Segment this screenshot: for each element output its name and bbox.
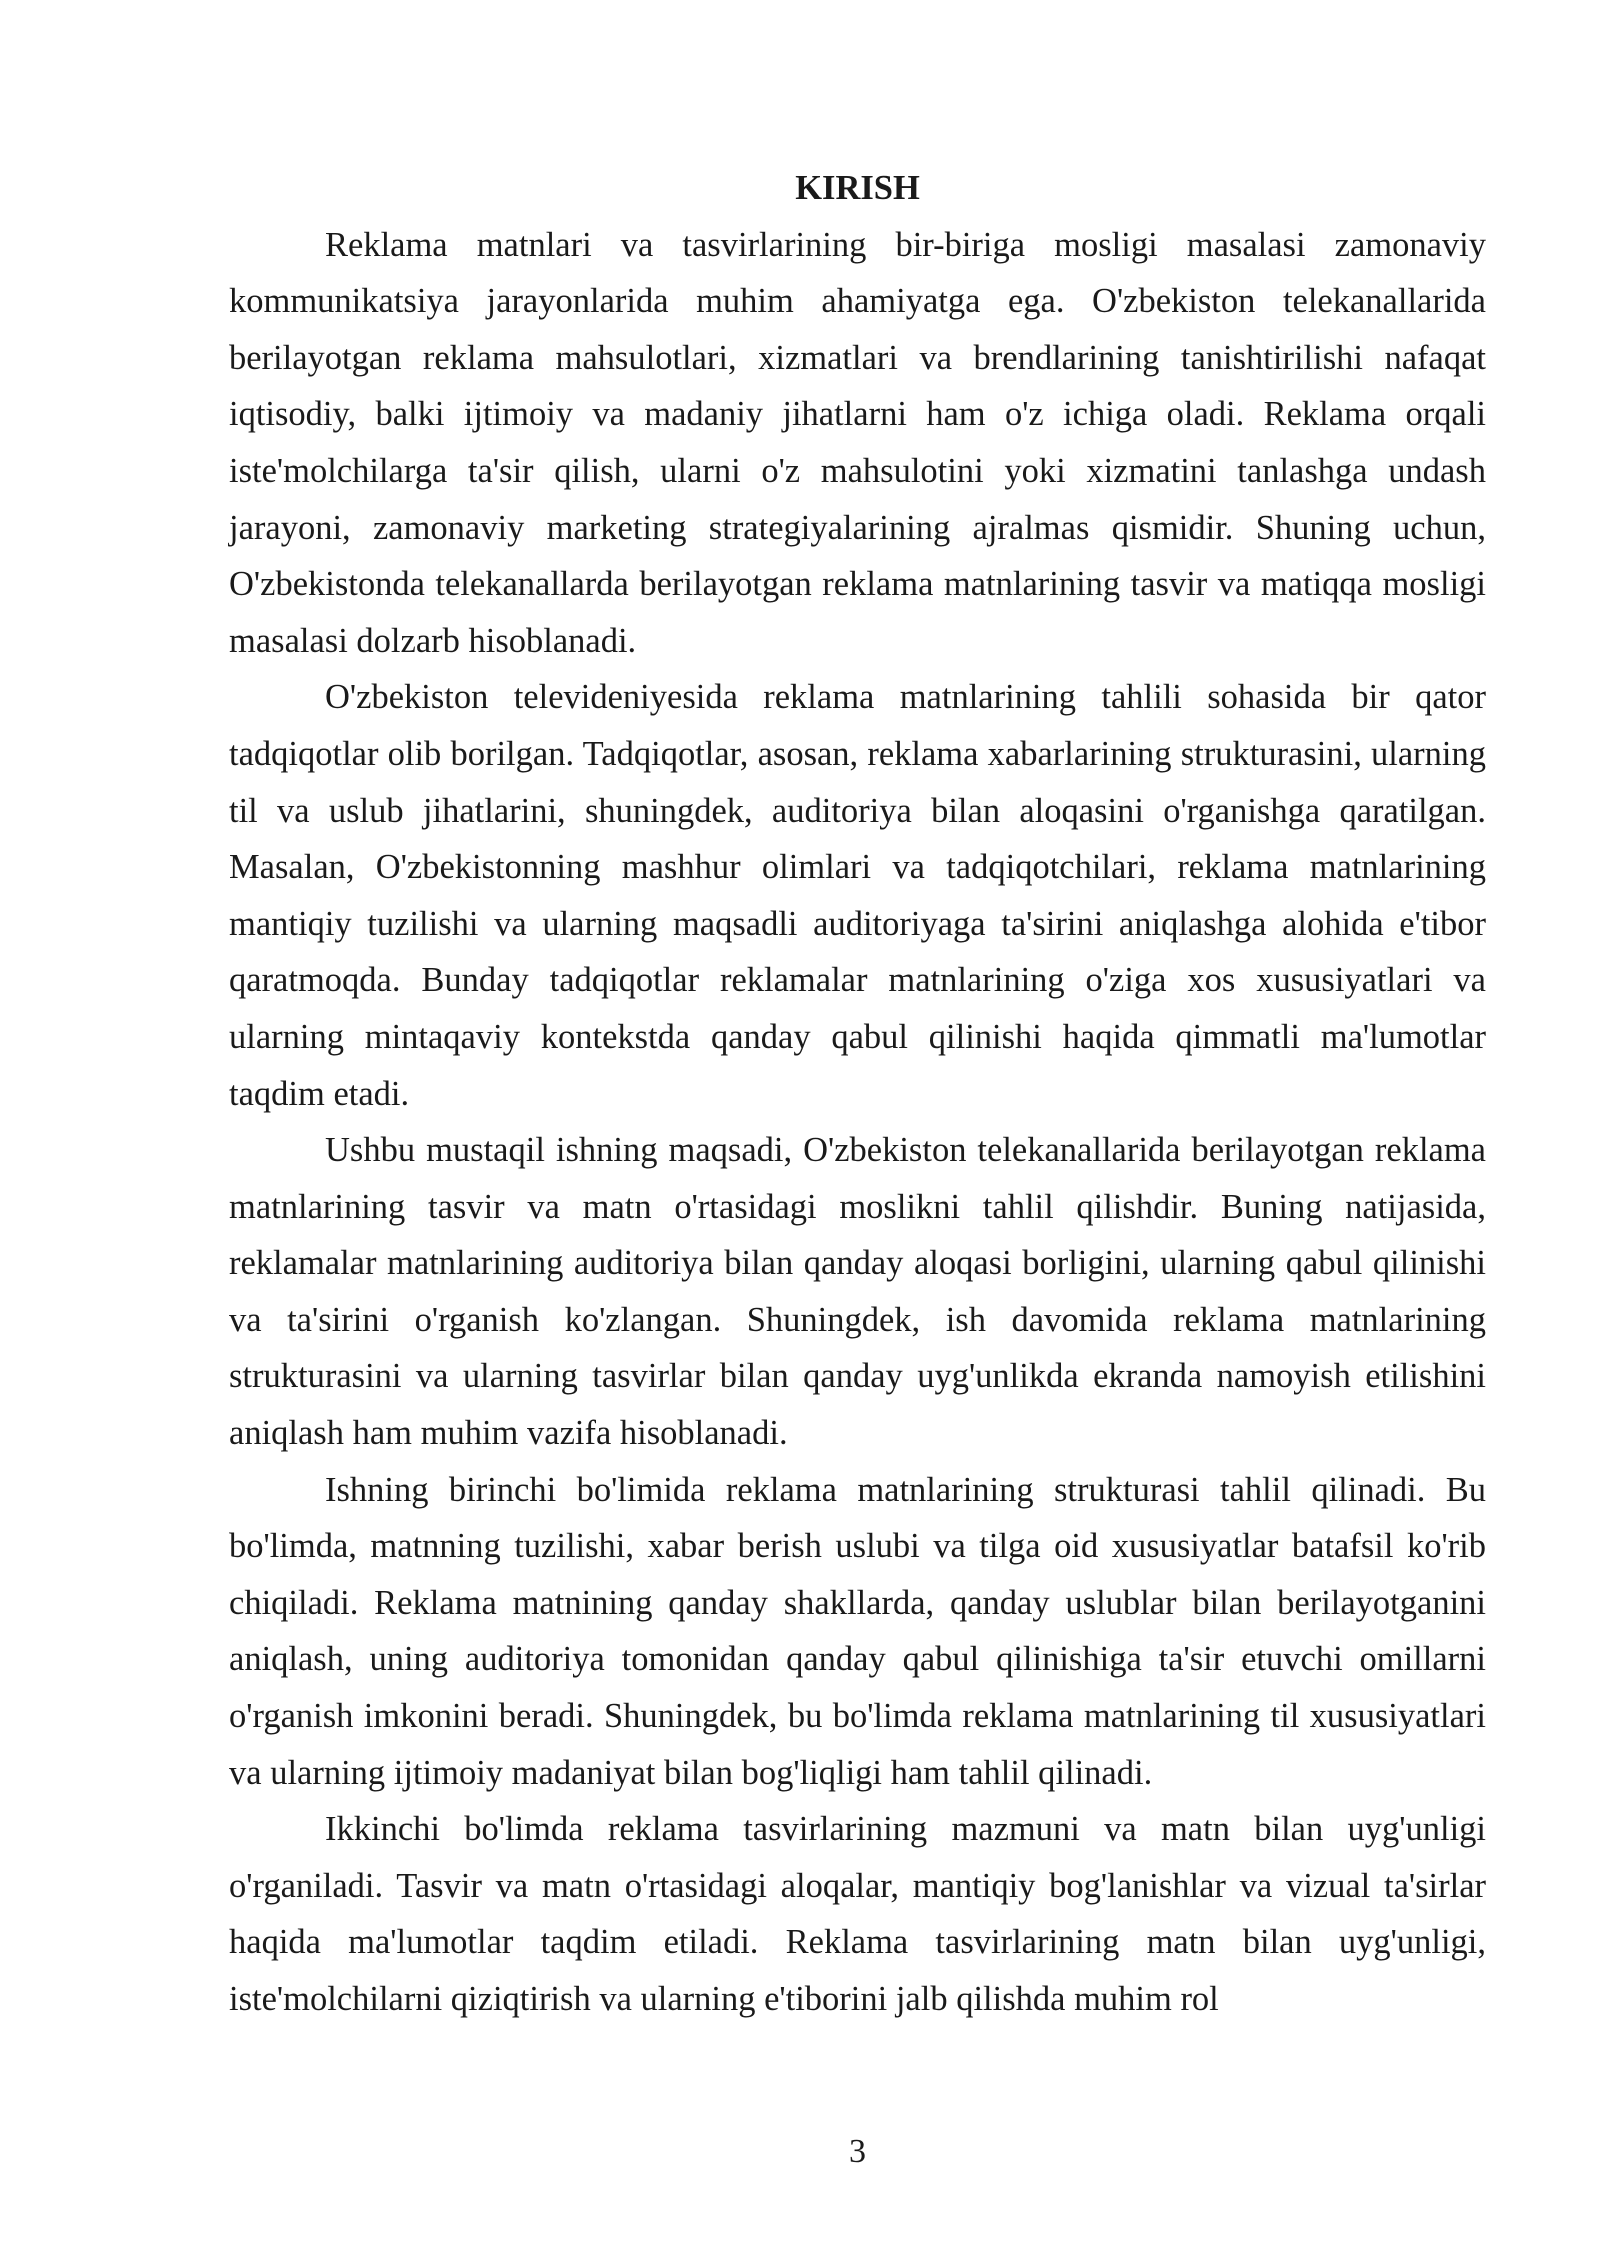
document-body bbox=[229, 160, 1486, 2028]
page-number: 3 bbox=[849, 2133, 866, 2170]
paragraph: Ushbu mustaqil ishning maqsadi, O'zbekiston telekanallarida berilayotgan reklama matnlarining tasvir va matn o'rtasidagi moslikni tahlil qilishdir. Buning natijasida, reklamalar matnlarining auditoriya bilan qanday aloqasi borligini, ularning qabul qilinishi va ta'sirini o'rganish ko'zlangan. Shuningdek, ish davomida reklama matnlarining strukturasini va ularning tasvirlar bilan qanday uyg'unlikda ekranda namoyish etilishini aniqlash ham muhim vazifa hisoblanadi. bbox=[229, 1131, 1486, 1453]
paragraph: Reklama matnlari va tasvirlarining bir-biriga mosligi masalasi zamonaviy kommunikatsiya jarayonlarida muhim ahamiyatga ega. O'zbekiston telekanallarida berilayotgan reklama mahsulotlari, xizmatlari va brendlarining tanishtirilishi nafaqat iqtisodiy, balki ijtimoiy va madaniy jihatlarni ham o'z ichiga oladi. Reklama orqali iste'molchilarga ta'sir qilish, ularni o'z mahsulotini yoki xizmatini tanlashga undash jarayoni, zamonaviy marketing strategiyalarining ajralmas qismidir. Shuning uchun, O'zbekistonda telekanallarda berilayotgan reklama matnlarining tasvir va matiqqa mosligi masalasi dolzarb hisoblanadi. bbox=[229, 225, 1486, 660]
paragraph: O'zbekiston televideniyesida reklama matnlarining tahlili sohasida bir qator tadqiqotlar olib borilgan. Tadqiqotlar, asosan, reklama xabarlarining strukturasini, ularning til va uslub jihatlarini, shuningdek, auditoriya bilan aloqasini o'rganishga qaratilgan. Masalan, O'zbekistonning mashhur olimlari va tadqiqotchilari, reklama matnlarining mantiqiy tuzilishi va ularning maqsadli auditoriyaga ta'sirini aniqlashga alohida e'tibor qaratmoqda. Bunday tadqiqotlar reklamalar matnlarining o'ziga xos xususiyatlari va ularning mintaqaviy kontekstda qanday qabul qilinishi haqida qimmatli ma'lumotlar taqdim etadi. bbox=[229, 678, 1486, 1113]
paragraph: Ishning birinchi bo'limida reklama matnlarining strukturasi tahlil qilinadi. Bu bo'limda, matnning tuzilishi, xabar berish uslubi va tilga oid xususiyatlar batafsil ko'rib chiqiladi. Reklama matnining qanday shakllarda, qanday uslublar bilan berilayotganini aniqlash, uning auditoriya tomonidan qanday qabul qilinishiga ta'sir etuvchi omillarni o'rganish imkonini beradi. Shuningdek, bu bo'limda reklama matnlarining til xususiyatlari va ularning ijtimoiy madaniyat bilan bog'liqligi ham tahlil qilinadi. bbox=[229, 1470, 1486, 1792]
page-title: KIRISH bbox=[795, 169, 920, 207]
paragraph: Ikkinchi bo'limda reklama tasvirlarining mazmuni va matn bilan uyg'unligi o'rganiladi. Tasvir va matn o'rtasidagi aloqalar, mantiqiy bog'lanishlar va vizual ta'sirlar haqida ma'lumotlar taqdim etiladi. Reklama tasvirlarining matn bilan uyg'unligi, iste'molchilarni qiziqtirish va ularning e'tiborini jalb qilishda muhim rol bbox=[229, 1810, 1486, 2018]
